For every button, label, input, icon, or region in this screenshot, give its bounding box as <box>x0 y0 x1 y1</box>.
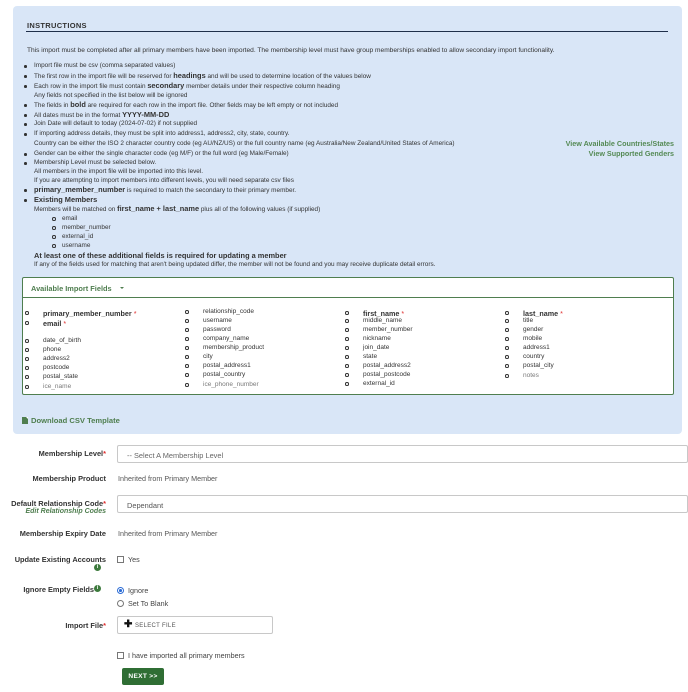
instruction-item: At least one of these additional fields is required for updating a member <box>34 251 287 260</box>
import-field-external-id: external_id <box>363 380 395 387</box>
sub-bullet-icon <box>52 244 56 248</box>
import-field-notes: notes <box>523 372 539 379</box>
field-bullet-icon <box>505 374 509 378</box>
confirm-primary-checkbox[interactable] <box>117 652 124 659</box>
info-icon[interactable]: i <box>94 564 101 571</box>
field-bullet-icon <box>345 337 349 341</box>
import-field-city: city <box>203 353 213 360</box>
instructions-title: INSTRUCTIONS <box>27 21 87 30</box>
import-field-primary-member-number: primary_member_number * <box>43 309 137 318</box>
import-field-company-name: company_name <box>203 335 250 342</box>
set-to-blank-radio[interactable] <box>117 600 124 607</box>
import-field-gender: gender <box>523 326 544 333</box>
confirm-primary-label: I have imported all primary members <box>128 651 245 660</box>
available-fields-toggle[interactable] <box>23 278 673 298</box>
instruction-item: email <box>62 215 78 222</box>
instruction-item: If you are attempting to import members into different levels, you will need separate csv files <box>34 177 294 184</box>
field-bullet-icon <box>505 364 509 368</box>
import-field-ice-phone-number: ice_phone_number <box>203 381 259 388</box>
field-bullet-icon <box>505 328 509 332</box>
import-field-title: title <box>523 317 534 324</box>
membership-level-label: Membership Level* <box>38 449 106 458</box>
instruction-item: The first row in the import file will be reserved for headings and will be used to determine location of the values below <box>34 71 371 80</box>
import-field-state: state <box>363 353 378 360</box>
field-bullet-icon <box>345 382 349 386</box>
bullet-icon <box>24 133 27 136</box>
field-bullet-icon <box>185 310 189 314</box>
field-bullet-icon <box>25 339 29 343</box>
field-bullet-icon <box>25 348 29 352</box>
field-bullet-icon <box>505 311 509 315</box>
field-bullet-icon <box>25 385 29 389</box>
membership-product-value: Inherited from Primary Member <box>118 474 218 483</box>
field-bullet-icon <box>345 319 349 323</box>
bullet-icon <box>24 199 27 202</box>
field-bullet-icon <box>185 373 189 377</box>
import-field-postcode: postcode <box>43 364 70 371</box>
field-bullet-icon <box>185 346 189 350</box>
bullet-icon <box>24 153 27 156</box>
field-bullet-icon <box>345 346 349 350</box>
instruction-item: Members will be matched on first_name + last_name plus all of the following values (if supplied) <box>34 204 321 213</box>
field-bullet-icon <box>345 328 349 332</box>
bullet-icon <box>24 123 27 126</box>
update-existing-checkbox[interactable] <box>117 556 124 563</box>
instruction-item: All members in the import file will be imported into this level. <box>34 168 204 175</box>
field-bullet-icon <box>345 355 349 359</box>
relationship-code-value: Dependant <box>127 500 164 510</box>
expiry-date-label: Membership Expiry Date <box>19 529 106 538</box>
relationship-code-input[interactable] <box>117 495 688 513</box>
import-field-membership-product: membership_product <box>203 344 265 351</box>
instruction-item: If any of the fields used for matching that aren't being updated differ, the member will not be found and you may receive duplicate detail errors. <box>34 261 436 268</box>
instruction-item: If importing address details, they must be split into address1, address2, city, state, country. <box>34 130 290 137</box>
import-field-address1: address1 <box>523 344 550 351</box>
import-field-date-of-birth: date_of_birth <box>43 337 81 344</box>
field-bullet-icon <box>25 311 29 315</box>
field-bullet-icon <box>505 355 509 359</box>
select-file-label: SELECT FILE <box>135 622 176 629</box>
field-bullet-icon <box>25 357 29 361</box>
import-field-member-number: member_number <box>363 326 413 333</box>
import-field-postal-postcode: postal_postcode <box>363 371 411 378</box>
import-field-country: country <box>523 353 545 360</box>
instruction-item: external_id <box>62 233 94 240</box>
import-field-nickname: nickname <box>363 335 391 342</box>
download-label: Download CSV Template <box>31 416 120 425</box>
instruction-item: member_number <box>62 224 111 231</box>
relationship-code-label: Default Relationship Code* <box>11 499 106 508</box>
plus-icon: ✚ <box>124 619 133 630</box>
set-to-blank-option-label: Set To Blank <box>128 599 169 608</box>
instruction-item: Each row in the import file must contain secondary member details under their respective column heading <box>34 81 340 90</box>
import-file-label: Import File* <box>65 621 106 630</box>
title-divider <box>26 31 668 32</box>
download-csv-template-link[interactable] <box>22 416 120 425</box>
bullet-icon <box>24 162 27 165</box>
instruction-item: All dates must be in the format YYYY-MM-DD <box>34 110 170 119</box>
field-bullet-icon <box>345 364 349 368</box>
file-icon <box>22 417 28 424</box>
view-genders-link[interactable]: View Supported Genders <box>588 149 674 158</box>
bullet-icon <box>24 189 27 192</box>
bullet-icon <box>24 75 27 78</box>
expiry-date-value: Inherited from Primary Member <box>118 529 218 538</box>
field-bullet-icon <box>185 328 189 332</box>
select-file-button[interactable] <box>117 616 273 634</box>
sub-bullet-icon <box>52 235 56 239</box>
instruction-item: primary_member_number is required to match the secondary to their primary member. <box>34 185 297 194</box>
field-bullet-icon <box>505 319 509 323</box>
field-bullet-icon <box>185 337 189 341</box>
instruction-item: The fields in bold are required for each row in the import file. Other fields may be left empty or not included <box>34 100 339 109</box>
edit-relationship-codes-link[interactable]: Edit Relationship Codes <box>25 508 106 515</box>
membership-product-label: Membership Product <box>32 474 106 483</box>
info-icon[interactable]: i <box>94 585 101 592</box>
instruction-item: username <box>62 242 91 249</box>
field-bullet-icon <box>505 346 509 350</box>
bullet-icon <box>24 114 27 117</box>
bullet-icon <box>24 65 27 68</box>
import-field-relationship-code: relationship_code <box>203 308 254 315</box>
import-field-postal-city: postal_city <box>523 362 554 369</box>
import-field-first-name: first_name * <box>363 309 405 318</box>
instruction-item: Join Date will default to today (2024-07-02) if not supplied <box>34 120 198 127</box>
instruction-item: Existing Members <box>34 195 98 204</box>
instruction-item: Country can be either the ISO 2 character country code (eg AU/NZ/US) or the full country name (eg Australia/New Zealand/United States of America) <box>34 140 455 147</box>
import-field-middle-name: middle_name <box>363 317 403 324</box>
membership-level-select[interactable] <box>117 445 688 463</box>
caret-down-icon <box>120 287 124 289</box>
update-existing-option: Yes <box>128 555 140 564</box>
import-field-join-date: join_date <box>363 344 390 351</box>
import-field-postal-address1: postal_address1 <box>203 362 251 369</box>
sub-bullet-icon <box>52 217 56 221</box>
field-bullet-icon <box>345 311 349 315</box>
field-bullet-icon <box>185 364 189 368</box>
available-fields-panel <box>22 277 674 395</box>
instruction-item: Any fields not specified in the list below will be ignored <box>34 92 188 99</box>
field-bullet-icon <box>345 373 349 377</box>
field-bullet-icon <box>185 319 189 323</box>
instruction-item: Membership Level must be selected below. <box>34 159 157 166</box>
ignore-radio[interactable] <box>117 587 124 594</box>
update-existing-label: Update Existing Accounts <box>14 555 106 564</box>
import-field-ice-name: ice_name <box>43 383 72 390</box>
import-field-last-name: last_name * <box>523 309 563 318</box>
field-bullet-icon <box>185 383 189 387</box>
field-bullet-icon <box>25 375 29 379</box>
instructions-intro: This import must be completed after all primary members have been imported. The membership level must have group memberships enabled to allow secondary import functionality. <box>27 47 555 54</box>
available-fields-label: Available Import Fields <box>31 284 112 293</box>
import-field-postal-address2: postal_address2 <box>363 362 411 369</box>
import-field-mobile: mobile <box>523 335 543 342</box>
view-countries-link[interactable]: View Available Countries/States <box>565 139 674 148</box>
ignore-option-label: Ignore <box>128 586 149 595</box>
import-field-address2: address2 <box>43 355 70 362</box>
bullet-icon <box>24 104 27 107</box>
field-bullet-icon <box>25 366 29 370</box>
sub-bullet-icon <box>52 226 56 230</box>
instruction-item: Gender can be either the single character code (eg M/F) or the full word (eg Male/Female) <box>34 150 289 157</box>
ignore-empty-label: Ignore Empty Fields <box>23 585 94 594</box>
field-bullet-icon <box>505 337 509 341</box>
import-field-phone: phone <box>43 346 62 353</box>
import-field-password: password <box>203 326 231 333</box>
import-field-email: email * <box>43 319 67 328</box>
membership-level-placeholder: -- Select A Membership Level <box>127 450 224 460</box>
field-bullet-icon <box>185 355 189 359</box>
import-field-postal-state: postal_state <box>43 373 79 380</box>
import-field-postal-country: postal_country <box>203 371 246 378</box>
import-field-username: username <box>203 317 232 324</box>
bullet-icon <box>24 85 27 88</box>
instruction-item: Import file must be csv (comma separated values) <box>34 62 176 69</box>
field-bullet-icon <box>25 321 29 325</box>
next-button[interactable]: NEXT >> <box>122 668 164 685</box>
